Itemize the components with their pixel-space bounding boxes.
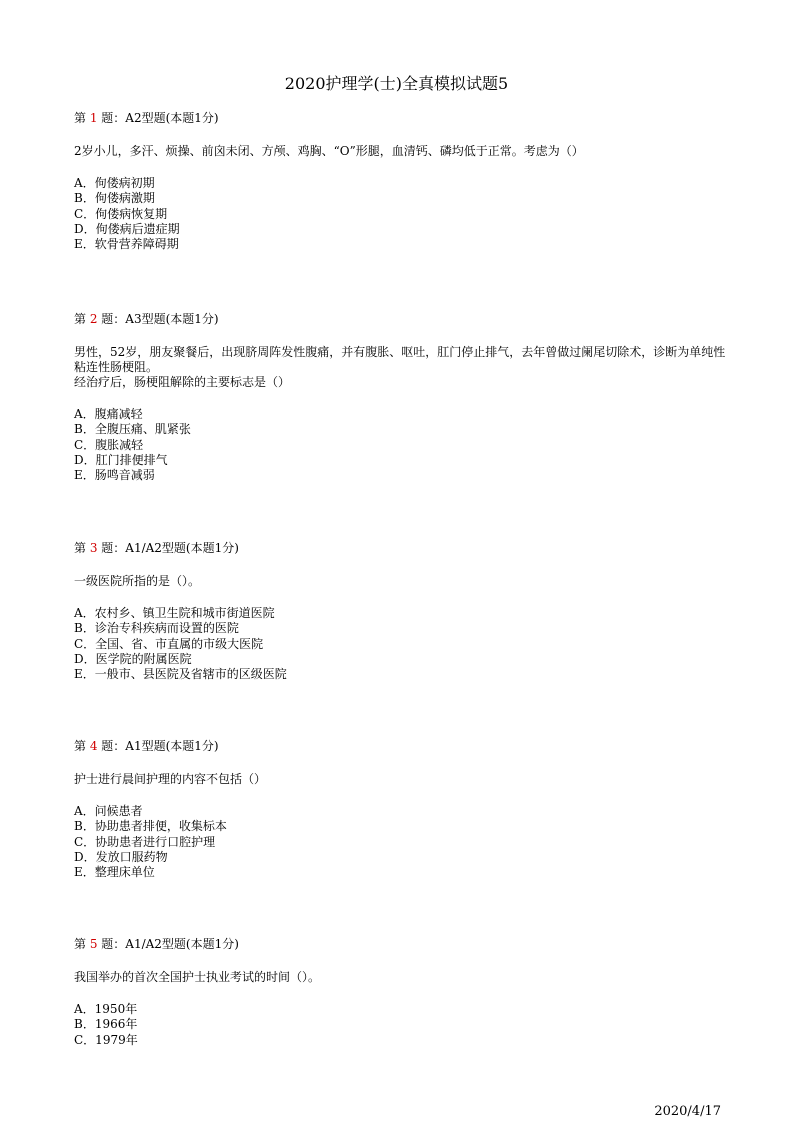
option-b: B．协助患者排便，收集标本 [74,819,227,834]
question-2 [74,312,734,483]
question-1 [74,111,734,252]
stem-paragraph: 经治疗后，肠梗阻解除的主要标志是（） [74,375,291,389]
question-number: 4 [89,739,98,753]
option-e: E．整理床单位 [74,865,155,880]
option-c: C．佝偻病恢复期 [74,206,168,221]
option-e: E．肠鸣音减弱 [74,468,155,483]
question-header [74,739,734,754]
question-header [74,111,734,126]
question-header [74,937,734,952]
question-5 [74,937,734,1048]
stem-paragraph: 护士进行晨间护理的内容不包括（） [74,772,267,786]
option-list [74,606,734,682]
question-stem [74,970,734,985]
option-c: C．1979年 [74,1032,138,1047]
option-list [74,176,734,252]
question-type: 题：A1/A2型题(本题1分) [97,937,239,951]
option-list [74,407,734,483]
option-a: A．腹痛减轻 [74,407,143,421]
option-b: B．1966年 [74,1017,138,1032]
option-a: A．农村乡、镇卫生院和城市街道医院 [74,606,275,620]
question-prefix: 第 [74,312,90,326]
option-list [74,804,734,880]
option-b: B．佝偻病激期 [74,191,155,206]
question-4 [74,739,734,880]
question-number: 3 [89,541,98,555]
question-number: 1 [89,111,98,125]
option-c: C．全国、省、市直属的市级大医院 [74,636,264,651]
option-e: E．一般市、县医院及省辖市的区级医院 [74,667,287,682]
option-d: D．佝偻病后遗症期 [74,221,180,236]
question-header [74,541,734,556]
question-prefix: 第 [74,541,90,555]
question-stem [74,144,734,159]
option-d: D．医学院的附属医院 [74,651,192,666]
question-stem [74,574,734,589]
question-number: 5 [89,937,98,951]
question-type: 题：A2型题(本题1分) [97,111,219,125]
footer-date: 2020/4/17 [654,1104,721,1119]
option-b: B．诊治专科疾病而设置的医院 [74,621,239,636]
option-b: B．全腹压痛、肌紧张 [74,422,191,437]
option-d: D．肛门排便排气 [74,452,168,467]
question-stem [74,345,734,390]
question-stem [74,772,734,787]
question-number: 2 [89,312,98,326]
option-a: A．1950年 [74,1002,138,1016]
option-a: A．问候患者 [74,804,143,818]
stem-paragraph: 2岁小儿，多汗、烦操、前囟未闭、方颅、鸡胸、“O”形腿，血清钙、磷均低于正常。考虑为（） [74,144,584,158]
document-title: 2020护理学(士)全真模拟试题5 [284,74,509,93]
stem-paragraph: 一级医院所指的是（）。 [74,574,201,588]
question-type: 题：A3型题(本题1分) [97,312,219,326]
question-header [74,312,734,327]
option-e: E．软骨营养障碍期 [74,237,179,252]
question-prefix: 第 [74,111,90,125]
option-d: D．发放口服药物 [74,849,168,864]
option-c: C．腹胀减轻 [74,437,144,452]
option-list [74,1002,734,1048]
stem-paragraph: 我国举办的首次全国护士执业考试的时间（）。 [74,970,321,984]
question-3 [74,541,734,682]
stem-paragraph: 男性，52岁，朋友聚餐后，出现脐周阵发性腹痛，并有腹胀、呕吐，肛门停止排气，去年曾做过阑尾切除术，诊断为单纯性粘连性肠梗阻。 [74,345,726,374]
question-prefix: 第 [74,937,90,951]
question-prefix: 第 [74,739,90,753]
option-a: A．佝偻病初期 [74,176,155,190]
question-type: 题：A1/A2型题(本题1分) [97,541,239,555]
question-type: 题：A1型题(本题1分) [97,739,219,753]
option-c: C．协助患者进行口腔护理 [74,834,216,849]
